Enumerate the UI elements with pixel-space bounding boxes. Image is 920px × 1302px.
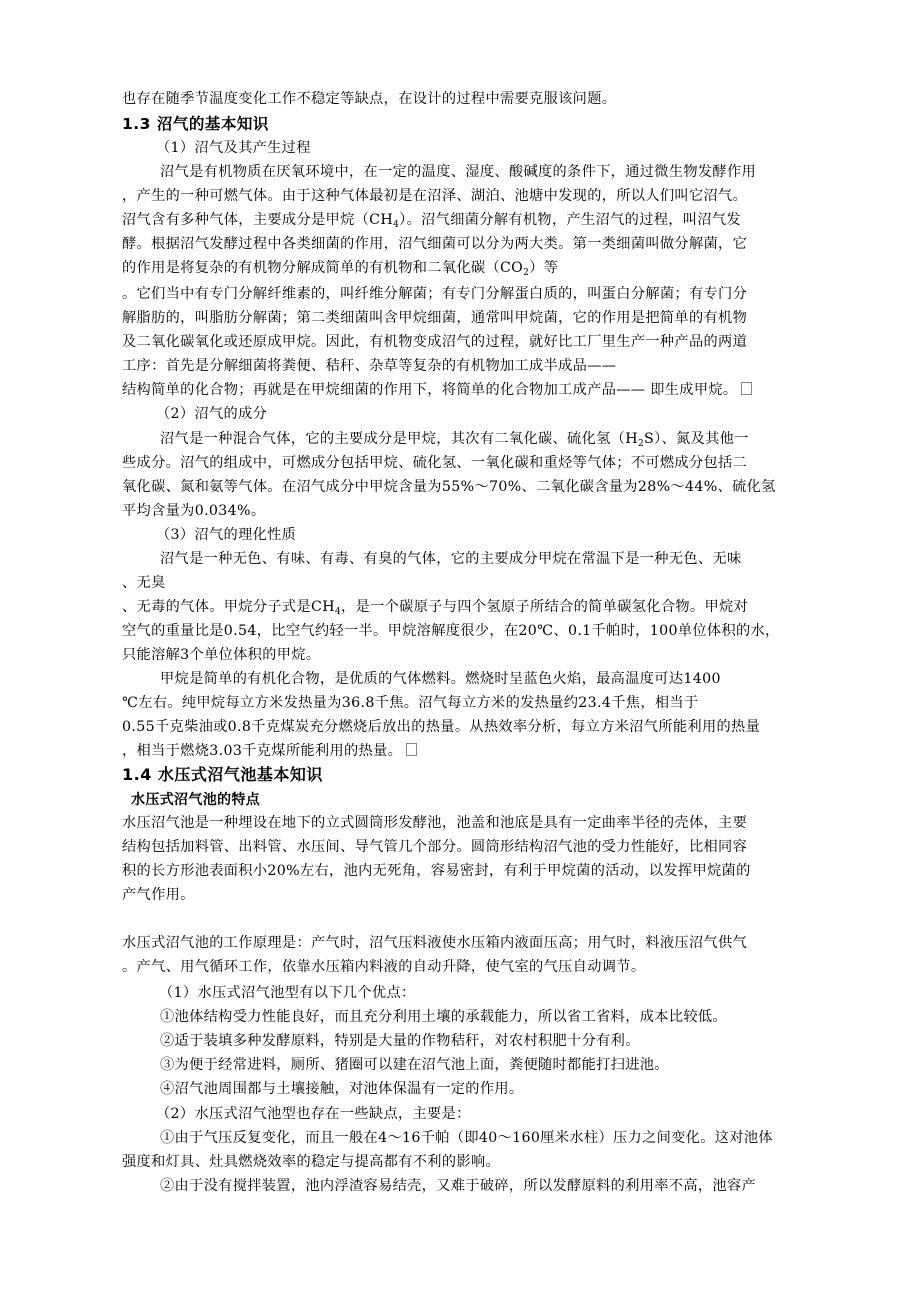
missing-glyph-box [741, 382, 752, 395]
subheading-features: 水压式沼气池的特点 [131, 792, 261, 808]
list-item: ③为便于经常进料，厕所、猪圈可以建在沼气池上面，粪便随时都能打扫进池。 [160, 1057, 669, 1073]
text-line: 积的长方形池表面积小20%左右，池内无死角，容易密封，有利于甲烷菌的活动，以发挥甲烷菌的 [122, 863, 751, 879]
text-line: 、无臭 [122, 575, 166, 591]
list-item: ②适于装填多种发酵原料，特别是大量的作物秸秆，对农村积肥十分有利。 [160, 1033, 640, 1049]
subsection-heading: （2）沼气的成分 [156, 406, 268, 422]
text-line: 。产气、用气循环工作，依靠水压箱内料液的自动升降，使气室的气压自动调节。 [122, 959, 646, 975]
text-line: 只能溶解3个单位体积的甲烷。 [122, 647, 321, 663]
missing-glyph-box [406, 743, 417, 756]
text-line: 沼气含有多种气体，主要成分是甲烷$(CH_4)$。沼气细菌分解有机物，产生沼气的过程，叫沼气发 [122, 212, 741, 230]
text-line: 沼气是一种混合气体，它的主要成分是甲烷，其次有二氧化碳、硫化氢$(H_2S)$、氮及其他一 [160, 431, 749, 449]
text-line: 0.55千克柴油或0.8千克煤炭充分燃烧后放出的热量。从热效率分析，每立方米沼气所能利用的热量 [122, 719, 761, 735]
text-line: 氧化碳、氮和氨等气体。在沼气成分中甲烷含量为55%～70%、二氧化碳含量为28%～44%、硫化氢 [122, 479, 776, 495]
text-line: 酵。根据沼气发酵过程中各类细菌的作用，沼气细菌可以分为两大类。第一类细菌叫做分解菌，它 [122, 236, 748, 252]
section-heading-1-3: 1.3 沼气的基本知识 [122, 115, 269, 133]
text-line: 解脂肪的，叫脂肪分解菌；第二类细菌叫含甲烷细菌，通常叫甲烷菌，它的作用是把简单的有机物 [122, 310, 748, 326]
subsection-heading: （2）水压式沼气池型也存在一些缺点，主要是： [156, 1106, 471, 1122]
text-line: 平均含量为0.034%。 [122, 503, 266, 519]
subsection-heading: （1）水压式沼气池型有以下几个优点： [159, 985, 416, 1001]
subsection-heading: （1）沼气及其产生过程 [156, 140, 311, 156]
text-line: 也存在随季节温度变化工作不稳定等缺点，在设计的过程中需要克服该问题。 [122, 91, 617, 107]
text-line: 产气作用。 [122, 887, 195, 903]
text-line: 结构简单的化合物；再就是在甲烷细菌的作用下，将简单的化合物加工成产品—— 即生成甲烷。 [122, 380, 752, 400]
text-line: 、无毒的气体。甲烷分子式是$CH_4$，是一个碳原子与四个氢原子所结合的简单碳氢化合物。甲烷对 [122, 599, 749, 617]
text-line: 甲烷是简单的有机化合物，是优质的气体燃料。燃烧时呈蓝色火焰，最高温度可达1400 [160, 671, 721, 687]
list-item: ②由于没有搅拌装置，池内浮渣容易结壳，又难于破碎，所以发酵原料的利用率不高，池容产 [160, 1178, 757, 1194]
text-line: 工序：首先是分解细菌将粪便、秸秆、杂草等复杂的有机物加工成半成品—— [122, 358, 617, 374]
list-item: ①池体结构受力性能良好，而且充分利用土壤的承载能力，所以省工省料，成本比较低。 [160, 1009, 727, 1025]
subsection-heading: （3）沼气的理化性质 [156, 527, 297, 543]
text-line: 沼气是一种无色、有味、有毒、有臭的气体，它的主要成分甲烷在常温下是一种无色、无味 [160, 551, 742, 567]
text-line: ，相当于燃烧3.03千克煤所能利用的热量。 [122, 741, 417, 761]
text-line: 水压沼气池是一种埋设在地下的立式圆筒形发酵池，池盖和池底是具有一定曲率半径的壳体，主要 [122, 815, 748, 831]
text-line: 。它们当中有专门分解纤维素的，叫纤维分解菌；有专门分解蛋白质的，叫蛋白分解菌；有专门分 [122, 286, 748, 302]
text-line: ，产生的一种可燃气体。由于这种气体最初是在沼泽、湖泊、池塘中发现的，所以人们叫它沼气。 [122, 188, 748, 204]
text-line: 些成分。沼气的组成中，可燃成分包括甲烷、硫化氢、一氧化碳和重烃等气体；不可燃成分包括二 [122, 455, 748, 471]
text-line: 及二氧化碳氧化或还原成甲烷。因此，有机物变成沼气的过程，就好比工厂里生产一种产品的两道 [122, 334, 748, 350]
section-heading-1-4: 1.4 水压式沼气池基本知识 [122, 765, 323, 784]
text-line: 强度和灯具、灶具燃烧效率的稳定与提高都有不利的影响。 [122, 1154, 500, 1170]
text-line: 水压式沼气池的工作原理是：产气时，沼气压料液使水压箱内液面压高；用气时，料液压沼气供气 [122, 935, 748, 951]
text-line: 的作用是将复杂的有机物分解成简单的有机物和二氧化碳$(CO_2)$等 [122, 260, 559, 278]
list-item: ④沼气池周围都与土壤接触，对池体保温有一定的作用。 [160, 1081, 524, 1097]
text-line: ℃左右。纯甲烷每立方米发热量为36.8千焦。沼气每立方米的发热量约23.4千焦，相当于 [122, 695, 699, 711]
list-item: ①由于气压反复变化，而且一般在4～16千帕（即40～160厘米水柱）压力之间变化。这对池体 [160, 1130, 773, 1146]
text-line: 沼气是有机物质在厌氧环境中，在一定的温度、湿度、酸碱度的条件下，通过微生物发酵作用 [160, 164, 757, 180]
text-line: 结构包括加料管、出料管、水压间、导气管几个部分。圆筒形结构沼气池的受力性能好，比相同容 [122, 839, 748, 855]
text-line: 空气的重量比是0.54，比空气约轻一半。甲烷溶解度很少，在20℃、0.1千帕时，100单位体积的水， [122, 623, 780, 639]
